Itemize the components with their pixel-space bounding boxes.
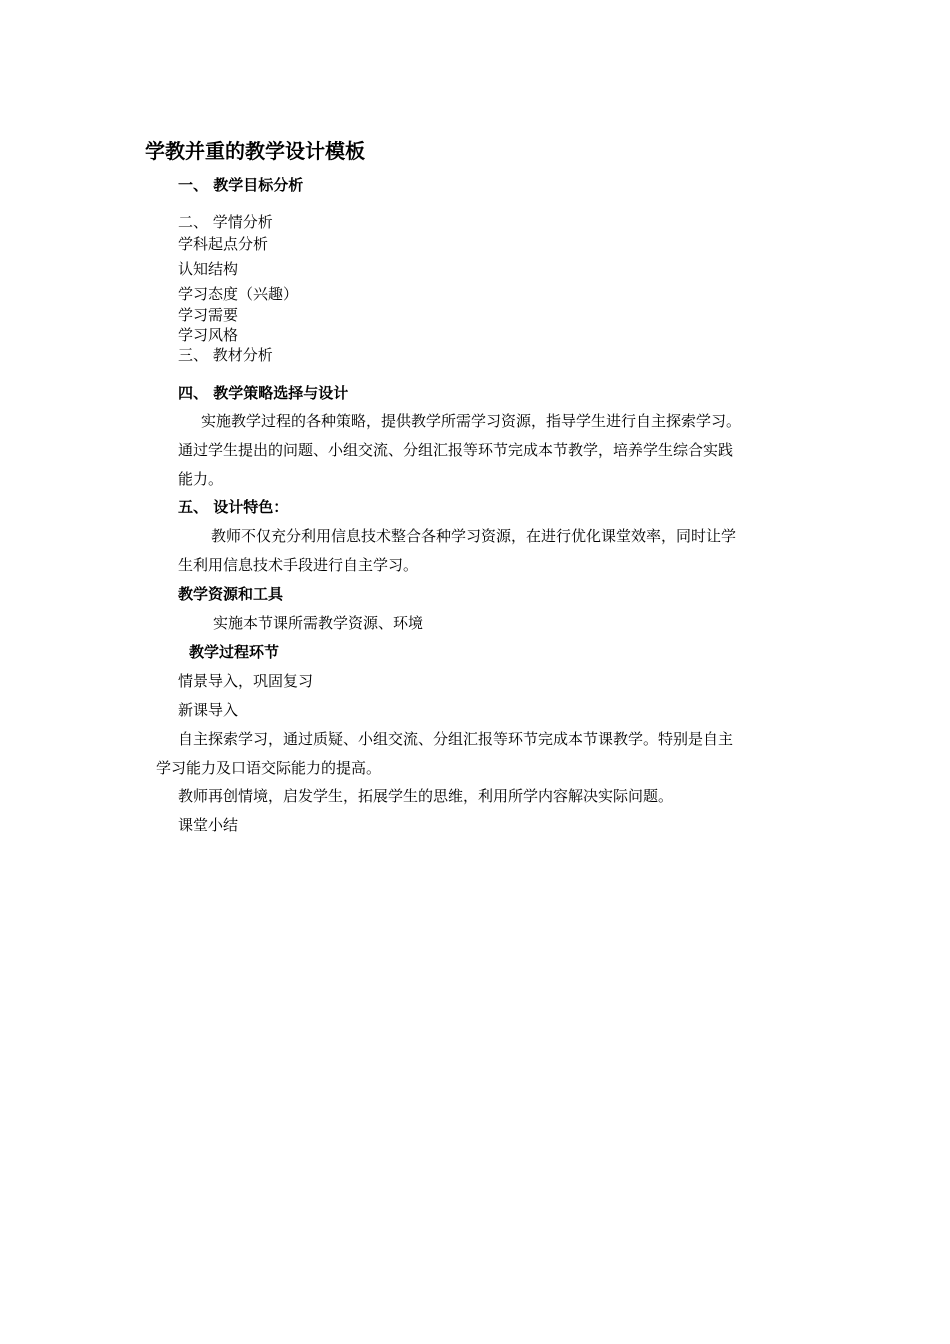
paragraph-line: 实施教学过程的各种策略，提供教学所需学习资源，指导学生进行自主探索学习。: [201, 412, 742, 430]
process-line: 情景导入，巩固复习: [178, 672, 314, 690]
heading-resources: 教学资源和工具: [178, 585, 284, 603]
process-line: 课堂小结: [178, 816, 239, 834]
process-line: 自主探索学习，通过质疑、小组交流、分组汇报等环节完成本节课教学。特别是自主: [178, 730, 734, 748]
learner-item: 学习需要: [178, 306, 239, 324]
paragraph-line: 通过学生提出的问题、小组交流、分组汇报等环节完成本节教学，培养学生综合实践: [178, 441, 734, 459]
heading-design-features: 五、 设计特色：: [178, 498, 289, 516]
paragraph-line: 生利用信息技术手段进行自主学习。: [178, 556, 419, 574]
learner-item: 学习风格: [178, 326, 239, 344]
document-title: 学教并重的教学设计模板: [145, 139, 365, 163]
process-line: 教师再创情境，启发学生，拓展学生的思维，利用所学内容解决实际问题。: [178, 787, 674, 805]
process-line: 学习能力及口语交际能力的提高。: [156, 759, 382, 777]
learner-item: 学习态度（兴趣）: [178, 285, 299, 303]
paragraph-line: 教师不仅充分利用信息技术整合各种学习资源，在进行优化课堂效率，同时让学: [211, 527, 737, 545]
heading-learner-analysis: 二、 学情分析: [178, 213, 273, 231]
learner-item: 认知结构: [178, 260, 239, 278]
learner-item: 学科起点分析: [178, 235, 269, 253]
heading-material-analysis: 三、 教材分析: [178, 346, 273, 364]
paragraph-line: 实施本节课所需教学资源、环境: [213, 614, 424, 632]
heading-process: 教学过程环节: [189, 643, 280, 661]
heading-strategy: 四、 教学策略选择与设计: [178, 384, 349, 402]
paragraph-line: 能力。: [178, 470, 224, 488]
process-line: 新课导入: [178, 701, 239, 719]
heading-teaching-objectives: 一、 教学目标分析: [178, 176, 304, 194]
